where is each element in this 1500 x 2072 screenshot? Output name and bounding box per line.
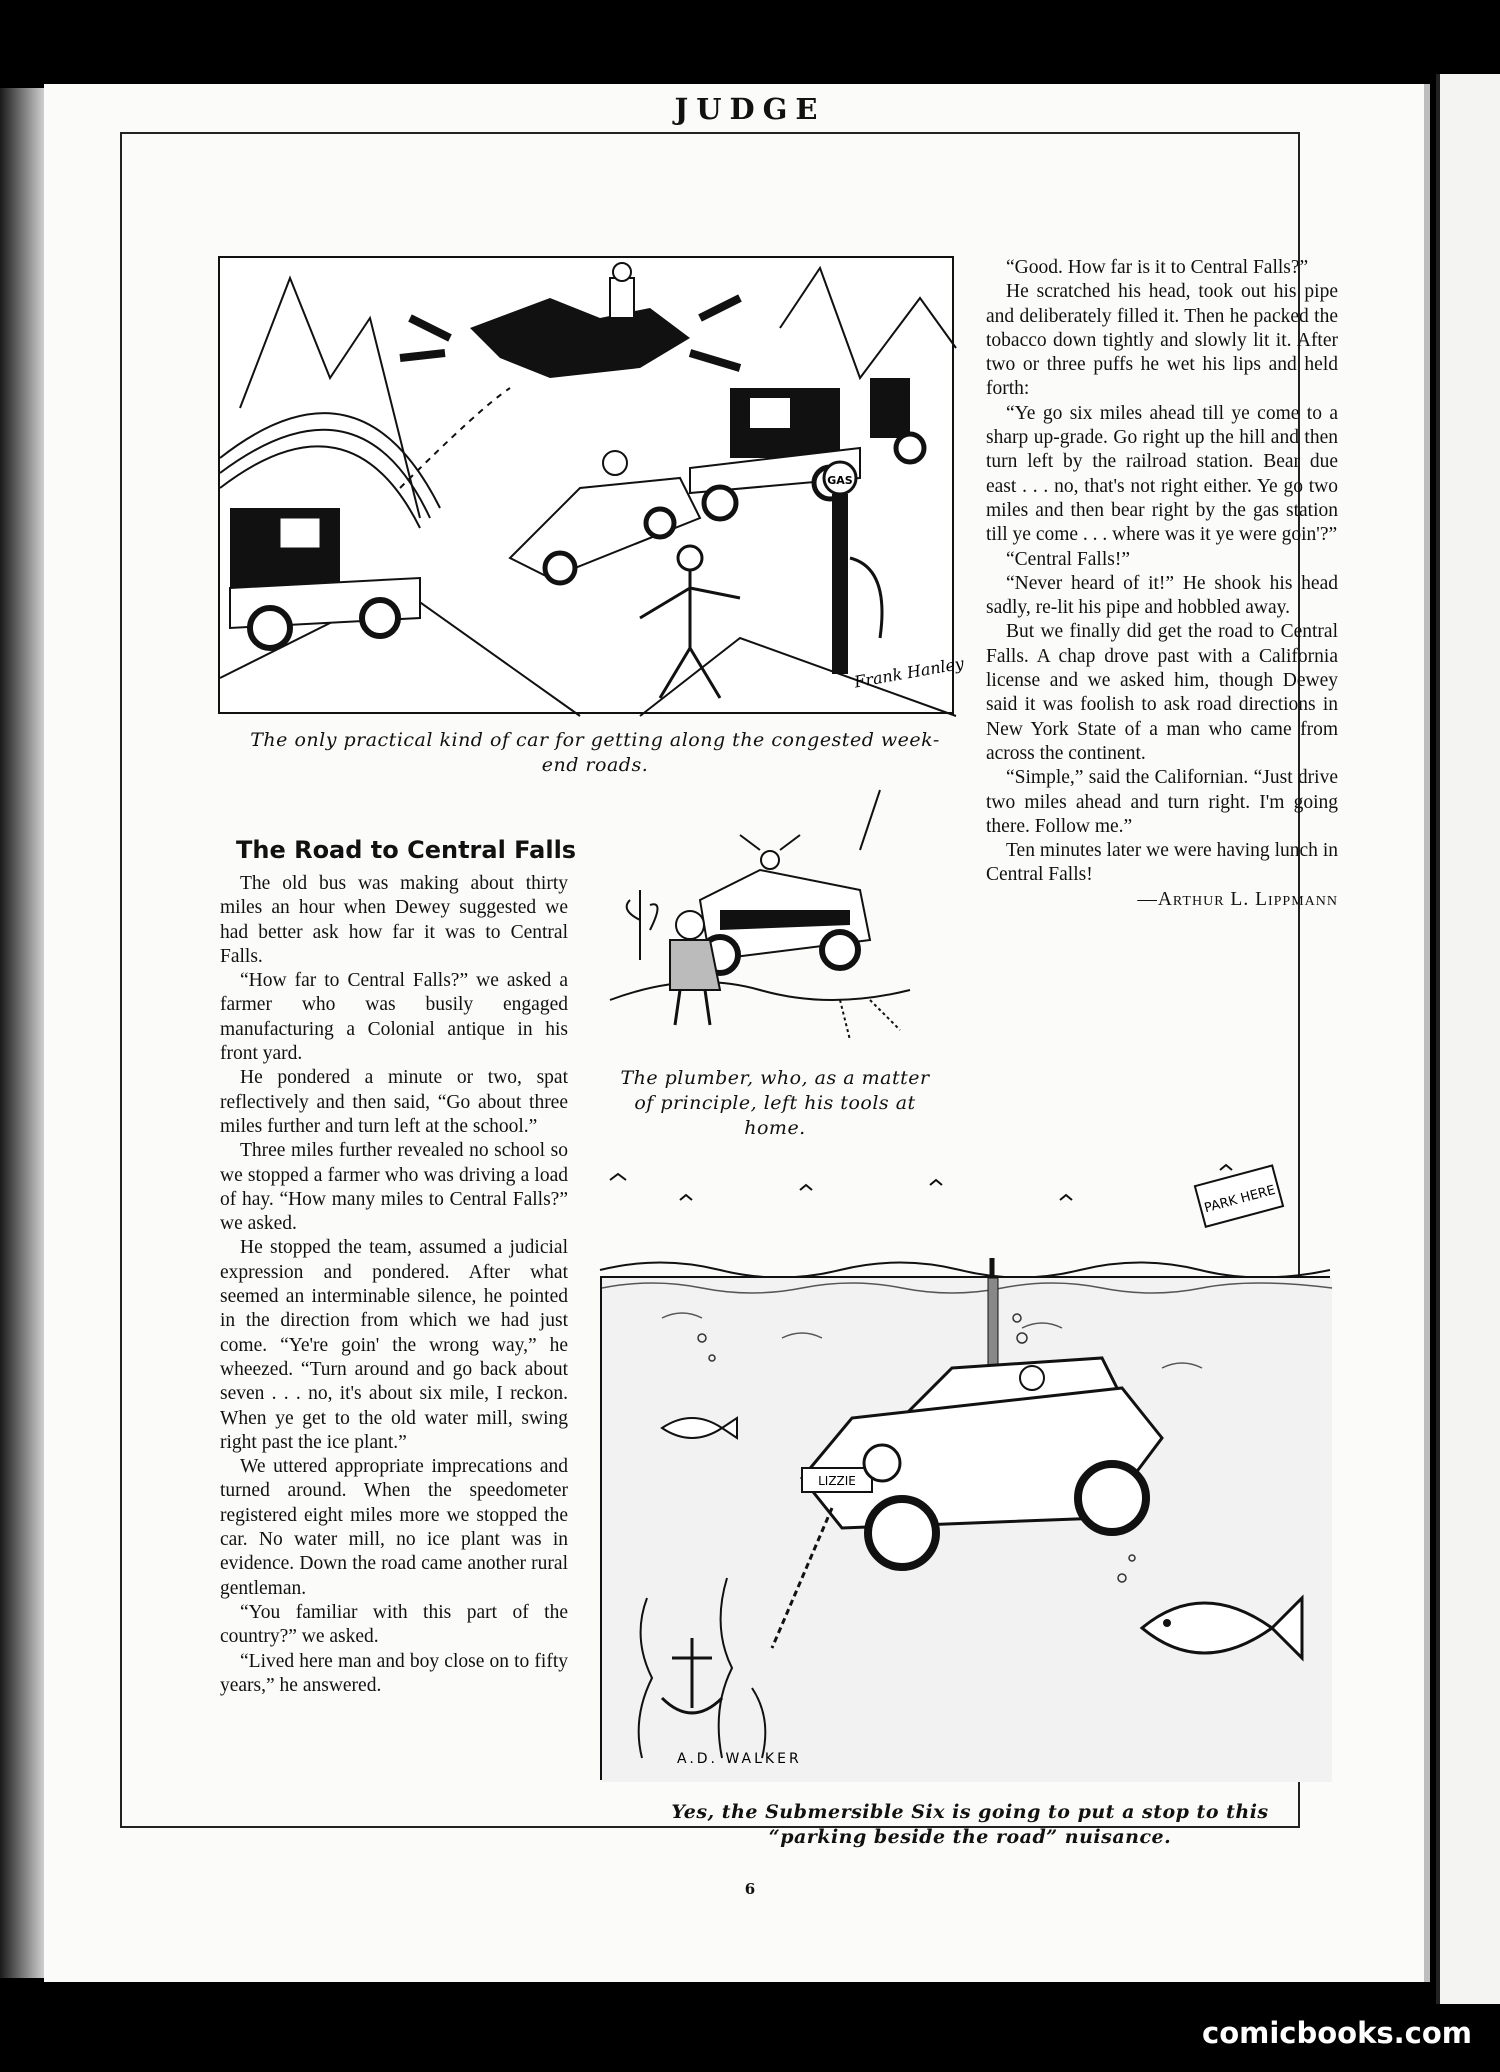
paragraph: He pondered a minute or two, spat reflectively and then said, “Go about three miles further and turn left at the school.”: [220, 1067, 568, 1137]
gas-pump: [824, 462, 882, 674]
paragraph: He scratched his head, took out his pipe and deliberately filled it. Then he packed the tobacco down tightly and slowly lit it. After two or three puffs he wet his lips and held forth:: [986, 281, 1338, 400]
article-headline: The Road to Central Falls: [236, 836, 577, 864]
flying-car: [400, 263, 740, 378]
paragraph: “You familiar with this part of the country?” we asked.: [220, 1601, 568, 1648]
park-here-text: PARK HERE: [1202, 1182, 1277, 1217]
gas-sign-text: GAS: [827, 474, 853, 487]
middle-cartoon-drawing: [610, 790, 910, 1060]
bottom-cartoon-drawing: [602, 1278, 1332, 1782]
paragraph: “How far to Central Falls?” we asked a farmer who was busily engaged manufacturing a Colonial antique in his front yard.: [220, 970, 568, 1065]
paragraph: But we finally did get the road to Central Falls. A chap drove past with a California license and we asked him, though Dewey said it was foolish to ask road directions in New York State of a man who came from across the continent.: [986, 621, 1338, 764]
middle-cartoon: [610, 790, 910, 1060]
paragraph: “Central Falls!”: [1006, 548, 1130, 570]
paragraph: Ten minutes later we were having lunch in Central Falls!: [986, 840, 1338, 886]
top-cartoon-signature: Frank Hanley: [852, 653, 966, 692]
license-plate-text: LIZZIE: [818, 1474, 856, 1488]
pedestrian: [640, 546, 740, 698]
site-watermark: comicbooks.com: [1202, 2016, 1472, 2050]
article-byline: —Arthur L. Lippmann: [1137, 888, 1338, 910]
paragraph: The old bus was making about thirty miles an hour when Dewey suggested we had better ask how far it was to Central Falls.: [220, 873, 568, 967]
sedan-right: [690, 378, 924, 519]
paragraph: “Lived here man and boy close on to fifty years,” he answered.: [220, 1650, 568, 1696]
paragraph: “Simple,” said the Californian. “Just drive two miles ahead and turn right. I'm going there. Follow me.”: [986, 767, 1338, 837]
paragraph: “Ye go six miles ahead till ye come to a sharp up-grade. Go right up the hill and then turn left by the railroad station. Bear due east . . . no, that's not right either. Ye go two miles and then bear right by the gas station till ye come . . . where was it ye were goin'?”: [986, 402, 1338, 546]
paragraph: Three miles further revealed no school so we stopped a farmer who was driving a load of hay. “How many miles to Central Falls?” we asked.: [220, 1140, 568, 1235]
top-cartoon-caption: The only practical kind of car for getting along the congested week-end roads.: [250, 729, 940, 776]
top-cartoon: [218, 256, 966, 714]
paragraph: “Never heard of it!” He shook his head sadly, re-lit his pipe and hobbled away.: [986, 572, 1338, 619]
book-spine: [0, 88, 44, 1978]
sky-drawing: [600, 1160, 1330, 1280]
bottom-cartoon-sky: [600, 1160, 1330, 1280]
paragraph: We uttered appropriate imprecations and turned around. When the speedometer registered eight miles more we stopped the car. No water mill, no ice plant was in evidence. Down the road came another rural gentleman.: [220, 1456, 568, 1599]
next-page-edge: [1436, 74, 1500, 2004]
article-right-column: [986, 256, 1338, 912]
van-left: [230, 508, 420, 648]
plumber-car: [700, 835, 870, 973]
page-number: 6: [744, 1880, 756, 1898]
bottom-cartoon-signature: A.D. WALKER: [677, 1751, 802, 1767]
article-left-column: [220, 872, 568, 1698]
masthead: JUDGE: [674, 92, 826, 126]
bottom-cartoon-caption: Yes, the Submersible Six is going to put a stop to this “parking beside the road” nuisance.: [671, 1801, 1269, 1848]
bottom-cartoon: [600, 1276, 1330, 1780]
middle-cartoon-caption: The plumber, who, as a matter of principle, left his tools at home.: [620, 1067, 930, 1139]
paragraph: He stopped the team, assumed a judicial expression and pondered. After what seemed an interminable silence, he pointed in the direction from which we had just come. “Ye're goin' the wrong way,” he wheezed. “Turn around and go back about seven . . . no, it's about six mile, I reckon. When ye get to the old water mill, swing right past the ice plant.”: [220, 1237, 568, 1453]
park-here-sign: [1195, 1165, 1283, 1226]
top-cartoon-drawing: [220, 258, 966, 716]
paragraph: “Good. How far is it to Central Falls?”: [1006, 257, 1309, 278]
open-car: [510, 451, 700, 583]
